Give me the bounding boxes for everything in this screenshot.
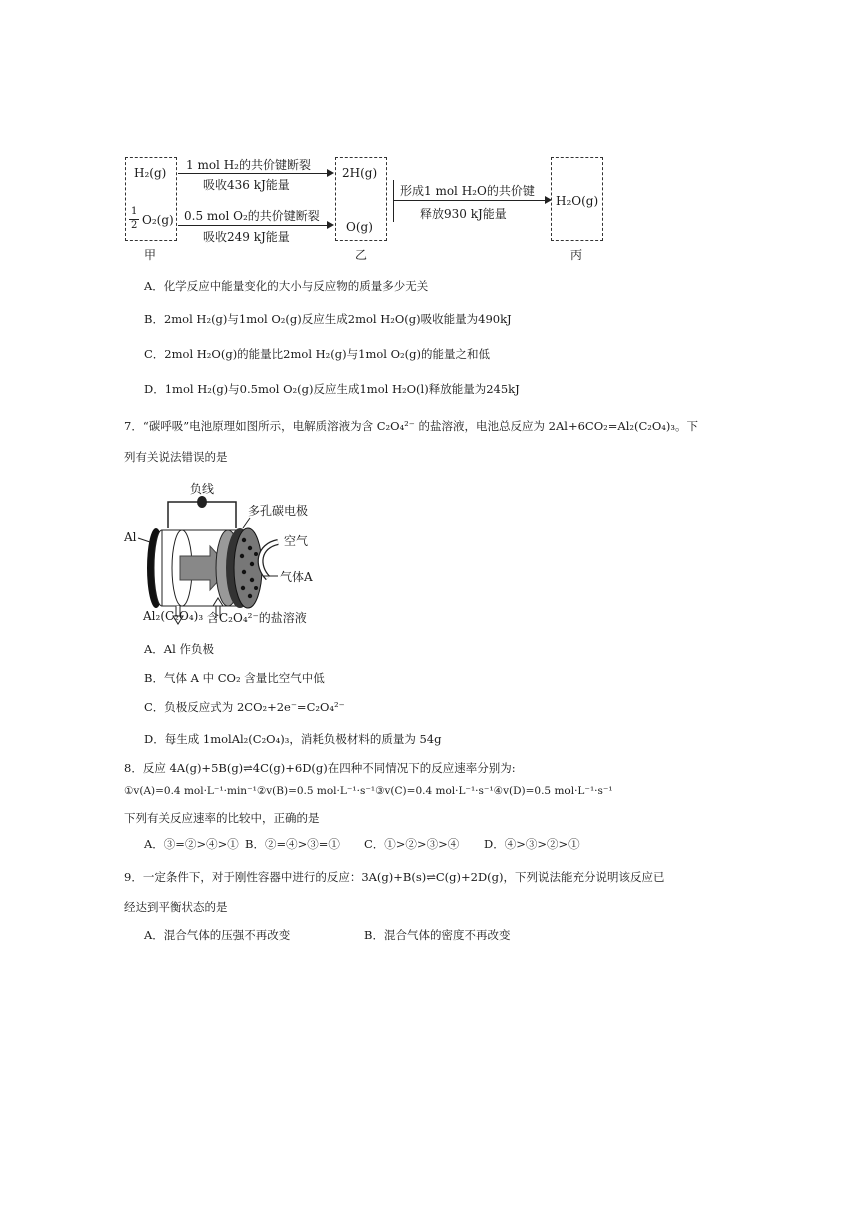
- arrow1-head: [327, 169, 334, 177]
- q6-option-a: A．化学反应中能量变化的大小与反应物的质量多少无关: [144, 279, 429, 293]
- arrow2-top: 0.5 mol O₂的共价键断裂: [184, 209, 320, 223]
- jia-half-num: 1: [131, 206, 138, 217]
- bracket-vertical: [393, 180, 394, 222]
- q6-option-d: D．1mol H₂(g)与0.5mol O₂(g)反应生成1mol H₂O(l)释放能量为245kJ: [144, 382, 520, 396]
- label-bing: 丙: [570, 248, 583, 262]
- q8-option-b: B．②=④>③=①: [245, 837, 340, 851]
- bing-h2o: H₂O(g): [556, 194, 599, 208]
- q8-rates: ①v(A)=0.4 mol·L⁻¹·min⁻¹②v(B)=0.5 mol·L⁻¹·s⁻¹③v(C)=0.4 mol·L⁻¹·s⁻¹④v(D)=0.5 mol·L⁻¹·s⁻¹: [124, 785, 613, 797]
- battery-figure: [118, 480, 338, 630]
- arrow1-line: [178, 173, 328, 174]
- yi-2h: 2H(g): [342, 166, 378, 180]
- q9-option-a: A．混合气体的压强不再改变: [144, 928, 291, 942]
- label-yi: 乙: [355, 248, 368, 262]
- arrow3-bottom: 释放930 kJ能量: [420, 207, 507, 221]
- arrow1-bottom: 吸收436 kJ能量: [203, 178, 290, 192]
- fig-electrode-label: 多孔碳电极: [248, 504, 309, 518]
- fig-al-label: Al: [124, 530, 137, 544]
- q7-option-c: C．负极反应式为 2CO₂+2e⁻=C₂O₄²⁻: [144, 700, 345, 714]
- q7-stem-line2: 列有关说法错误的是: [124, 450, 228, 464]
- fig-bottom-left-label: Al₂(C₂O₄)₃: [143, 609, 204, 623]
- arrow1-top: 1 mol H₂的共价键断裂: [186, 158, 311, 172]
- jia-o2: O₂(g): [142, 213, 174, 227]
- q9-stem-line2: 经达到平衡状态的是: [124, 900, 228, 914]
- q8-stem: 8．反应 4A(g)+5B(g)⇌4C(g)+6D(g)在四种不同情况下的反应速率分别为:: [124, 761, 516, 775]
- jia-half-den: 2: [131, 220, 138, 231]
- q7-option-a: A．Al 作负极: [144, 642, 214, 656]
- q8-option-a: A．③=②>④>①: [144, 837, 239, 851]
- fig-gas-label: 气体A: [280, 570, 313, 584]
- arrow2-bottom: 吸收249 kJ能量: [203, 230, 290, 244]
- arrow2-head: [327, 221, 334, 229]
- q9-option-b: B．混合气体的密度不再改变: [364, 928, 511, 942]
- q8-question: 下列有关反应速率的比较中，正确的是: [124, 811, 320, 825]
- fig-wire-label: 负线: [190, 482, 215, 496]
- q8-option-d: D．④>③>②>①: [484, 837, 580, 851]
- q8-option-c: C．①>②>③>④: [364, 837, 460, 851]
- q6-option-c: C．2mol H₂O(g)的能量比2mol H₂(g)与1mol O₂(g)的能量之和低: [144, 347, 490, 361]
- fig-air-label: 空气: [284, 534, 309, 548]
- yi-o: O(g): [346, 220, 373, 234]
- q9-stem-line1: 9．一定条件下，对于刚性容器中进行的反应：3A(g)+B(s)⇌C(g)+2D(g)，下列说法能充分说明该反应已: [124, 870, 665, 884]
- q6-option-b: B．2mol H₂(g)与1mol O₂(g)反应生成2mol H₂O(g)吸收能量为490kJ: [144, 312, 512, 326]
- arrow3-line: [393, 200, 546, 201]
- jia-h2: H₂(g): [134, 166, 167, 180]
- arrow3-top: 形成1 mol H₂O的共价键: [400, 184, 535, 198]
- q7-option-d: D．每生成 1molAl₂(C₂O₄)₃，消耗负极材料的质量为 54g: [144, 732, 442, 746]
- label-jia: 甲: [144, 248, 157, 262]
- fig-bottom-right-label: 含C₂O₄²⁻的盐溶液: [207, 611, 307, 625]
- q7-option-b: B．气体 A 中 CO₂ 含量比空气中低: [144, 671, 325, 685]
- arrow2-line: [178, 225, 328, 226]
- q7-stem-line1: 7．“碳呼吸”电池原理如图所示，电解质溶液为含 C₂O₄²⁻ 的盐溶液，电池总反应为 2Al+6CO₂=Al₂(C₂O₄)₃。下: [124, 419, 699, 433]
